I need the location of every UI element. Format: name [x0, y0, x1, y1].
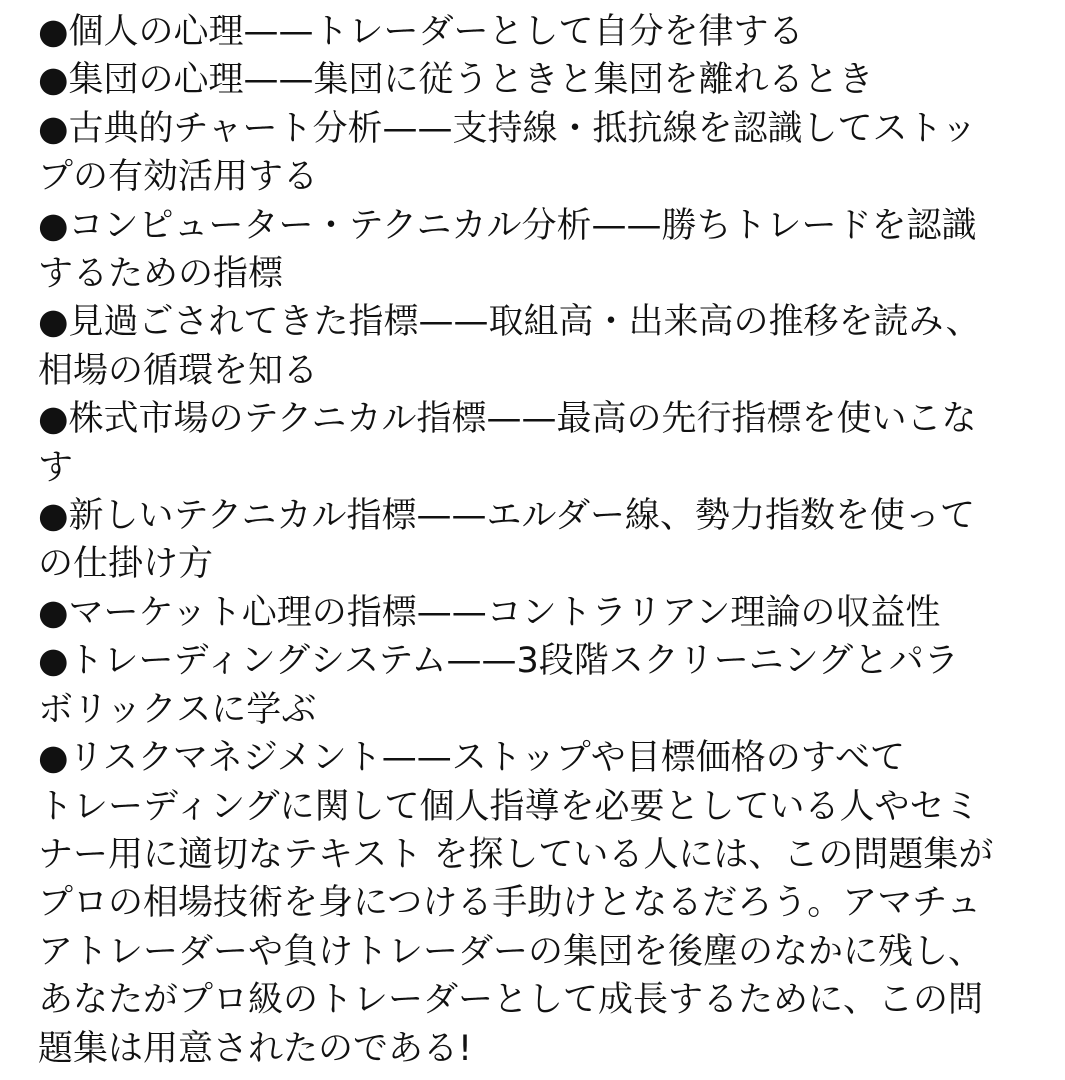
text-line: ●個人の心理——トレーダーとして自分を律する	[38, 12, 804, 52]
text-line: ●コンピューター・テクニカル分析——勝ちトレードを認識	[38, 205, 977, 246]
text-line: ●集団の心理——集団に従うときと集団を離れるとき	[38, 60, 874, 101]
text-line: ●古典的チャート分析——支持線・抵抗線を認識してストッ	[38, 108, 977, 149]
text-line: あなたがプロ級のトレーダーとして成長するために、この問	[38, 980, 984, 1021]
text-line: ナー用に適切なテキスト を探している人には、この問題集が	[38, 834, 994, 875]
text-line: するための指標	[38, 254, 284, 295]
text-line: の仕掛け方	[38, 544, 214, 585]
text-line: 題集は用意されたのである!	[38, 1028, 473, 1069]
text-line: アトレーダーや負けトレーダーの集団を後塵のなかに残し、	[38, 931, 984, 972]
text-line: ●トレーディングシステム——3段階スクリーニングとパラ	[38, 641, 959, 682]
text-line: ●株式市場のテクニカル指標——最高の先行指標を使いこな	[38, 399, 977, 440]
text-line: トレーディングに関して個人指導を必要としている人やセミ	[38, 786, 980, 827]
text-line: ボリックスに学ぶ	[38, 689, 317, 730]
text-line: ●新しいテクニカル指標——エルダー線、勢力指数を使って	[38, 496, 976, 537]
text-line: ●見過ごされてきた指標——取組高・出来高の推移を読み、	[38, 302, 981, 343]
text-line: 相場の循環を知る	[38, 350, 319, 391]
text-line: プロの相場技術を身につける手助けとなるだろう。アマチュ	[38, 883, 982, 924]
text-line: ●リスクマネジメント——ストップや目標価格のすべて	[38, 738, 906, 779]
text-line: す	[38, 447, 74, 488]
text-line: ●マーケット心理の指標——コントラリアン理論の収益性	[38, 592, 941, 633]
text-line: プの有効活用する	[38, 157, 319, 198]
